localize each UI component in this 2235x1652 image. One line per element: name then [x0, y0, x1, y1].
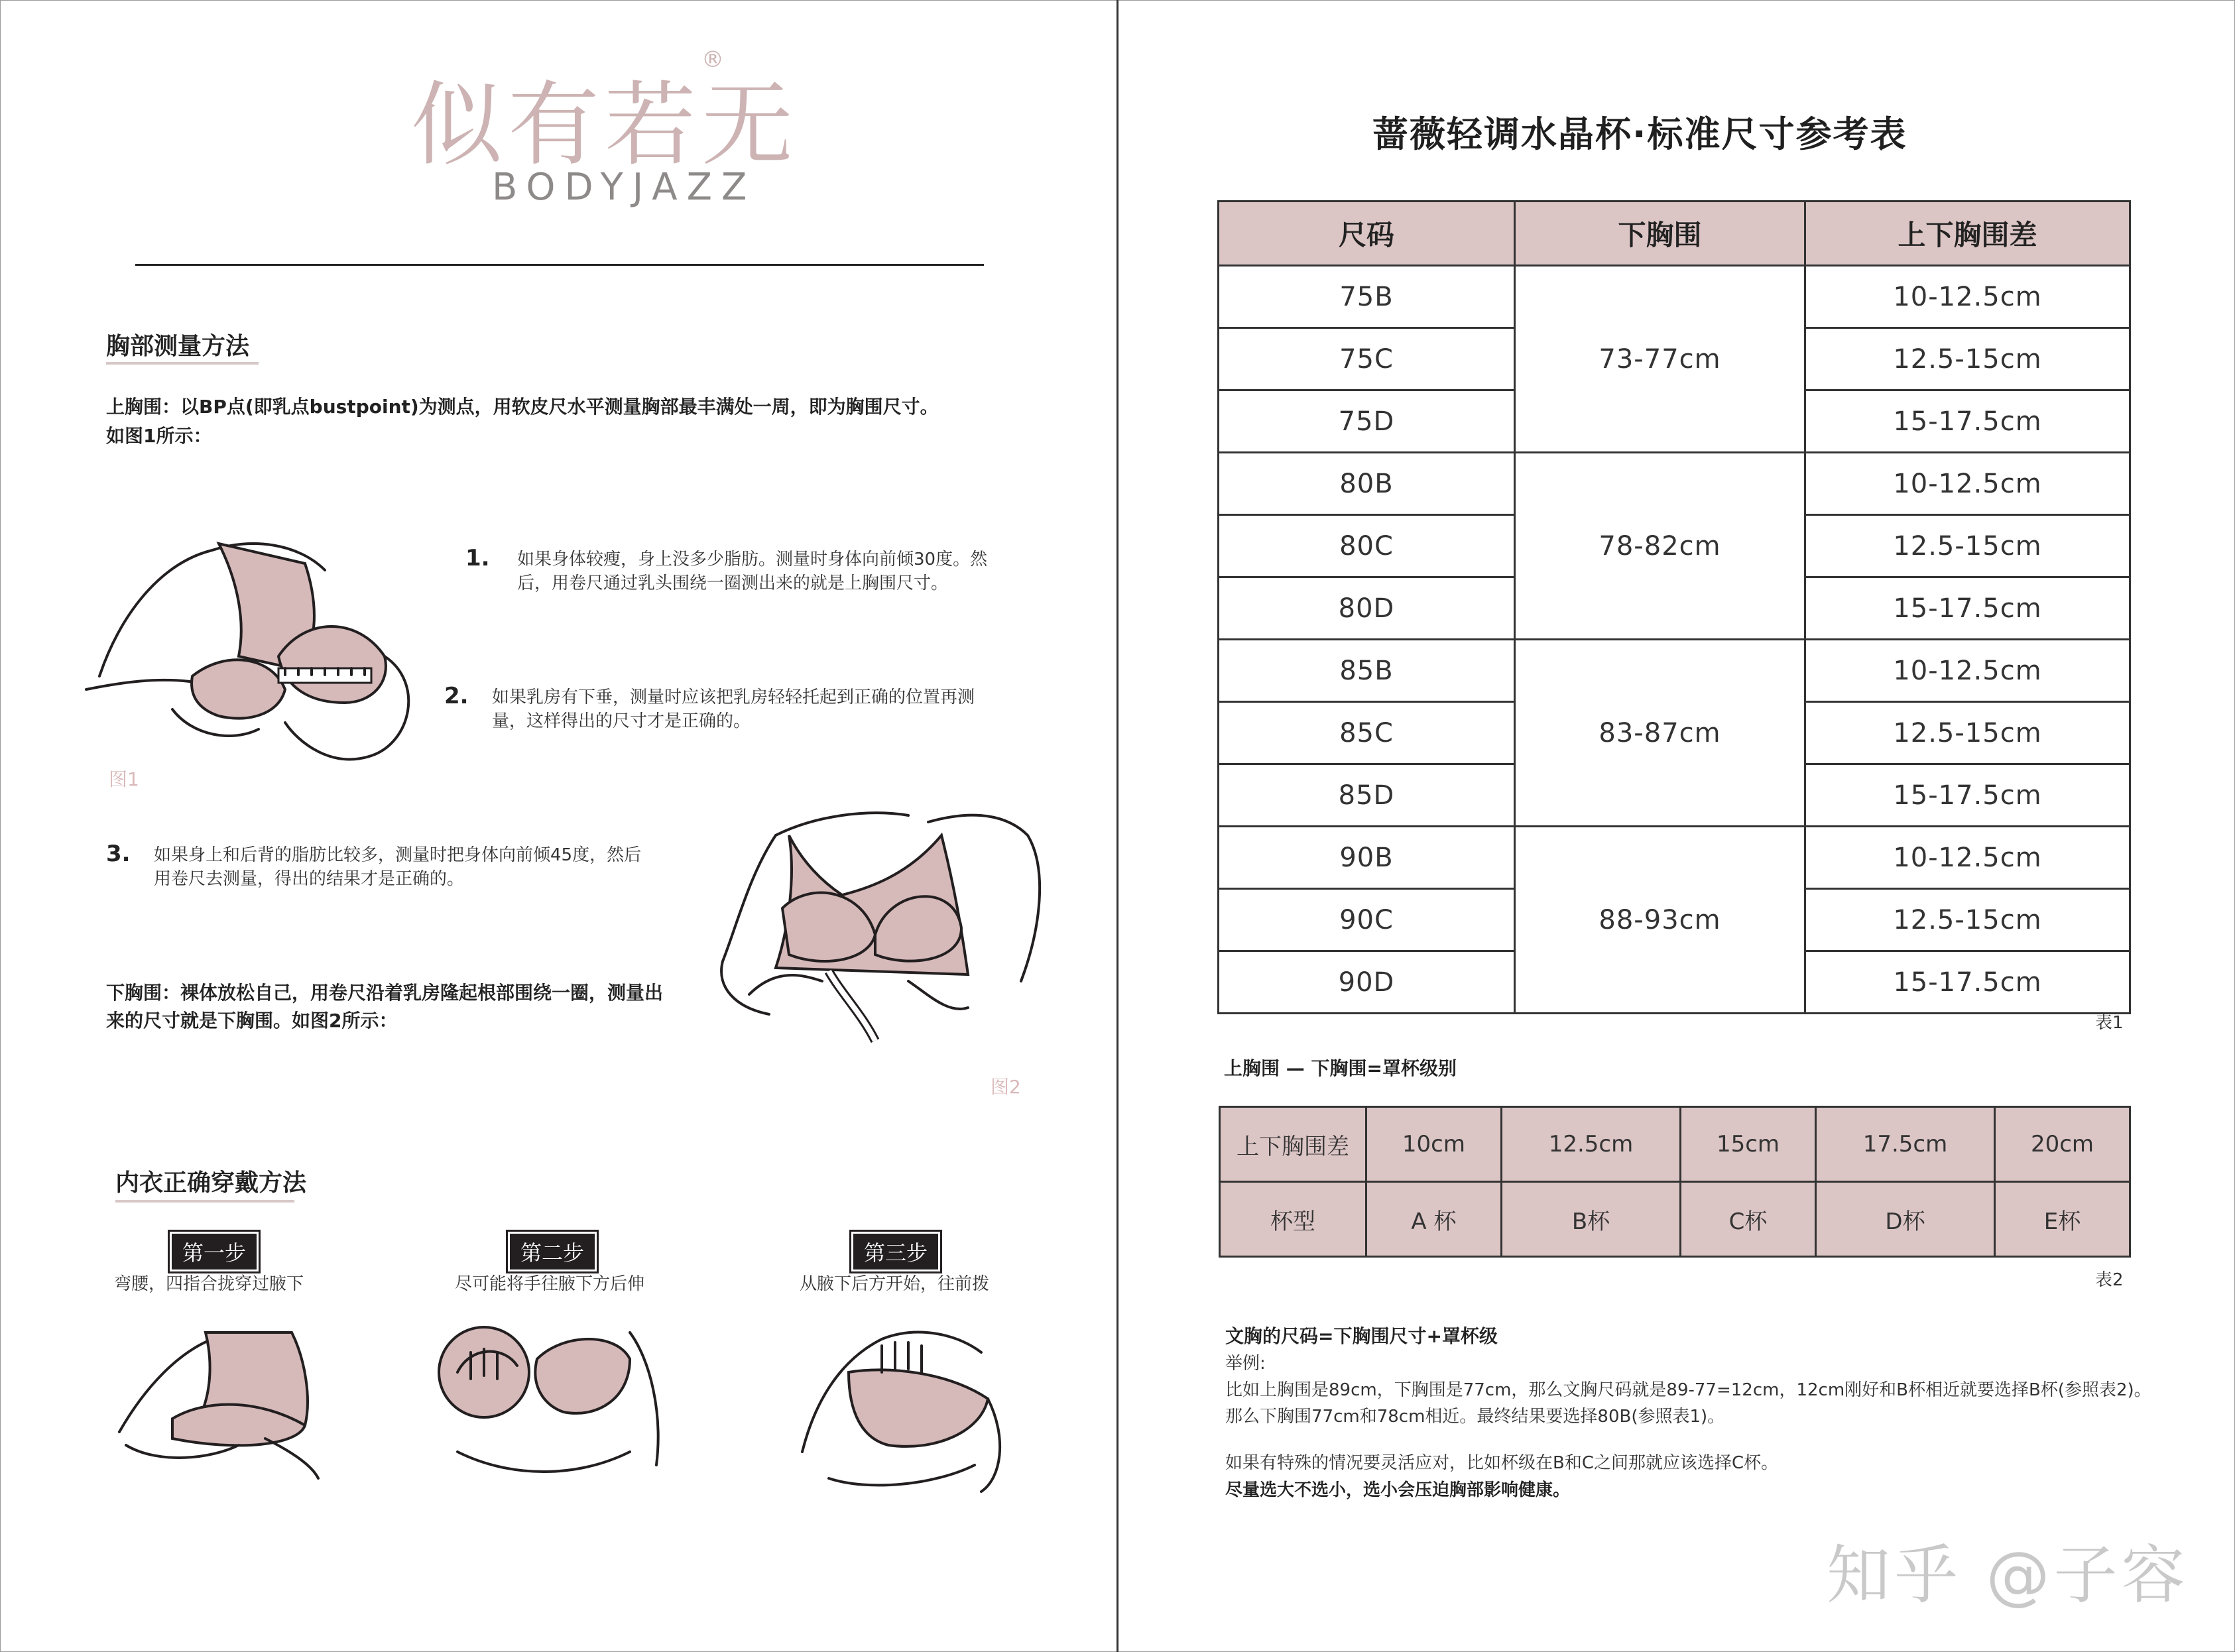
under-bust-cell: 83-87cm — [1515, 640, 1805, 827]
difference-value: 10cm — [1366, 1107, 1502, 1182]
cup-type-table — [1219, 1106, 2131, 1258]
measure-section-title: 胸部测量方法 — [106, 333, 250, 360]
special-case-note: 如果有特殊的情况要灵活应对，比如杯级在B和C之间那就应该选择C杯。 — [1225, 1453, 1779, 1473]
cup-value: B杯 — [1501, 1182, 1680, 1257]
size-cell: 80C — [1219, 515, 1515, 577]
step1-badge: 第一步 — [170, 1232, 259, 1271]
measure-title-underline — [106, 362, 259, 365]
difference-cell: 15-17.5cm — [1805, 390, 2130, 453]
figure2-illustration — [709, 796, 1054, 1061]
header-size: 尺码 — [1219, 202, 1515, 266]
tip1-line2: 后，用卷尺通过乳头围绕一圈测出来的就是上胸围尺寸。 — [517, 573, 949, 593]
registered-mark: ® — [701, 46, 724, 73]
difference-cell: 15-17.5cm — [1805, 577, 2130, 640]
cup-value: C杯 — [1681, 1182, 1816, 1257]
tip2-number: 2. — [444, 683, 469, 709]
step3-badge: 第三步 — [851, 1232, 940, 1271]
size-cell: 75D — [1219, 390, 1515, 453]
difference-cell: 10-12.5cm — [1805, 640, 2130, 702]
header-rule — [135, 264, 984, 266]
difference-value: 12.5cm — [1501, 1107, 1680, 1182]
row-label-difference: 上下胸围差 — [1220, 1107, 1366, 1182]
size-cell: 75B — [1219, 266, 1515, 328]
difference-cell: 12.5-15cm — [1805, 889, 2130, 951]
difference-cell: 12.5-15cm — [1805, 328, 2130, 390]
tip3-line1: 如果身上和后背的脂肪比较多，测量时把身体向前倾45度，然后 — [154, 845, 642, 865]
table-row — [1219, 266, 2130, 328]
brand-logo-chinese: 似有若无 — [411, 72, 799, 178]
size-formula-heading: 文胸的尺码=下胸围尺寸+罩杯级 — [1225, 1325, 1498, 1347]
size-chart-title: 蔷薇轻调水晶杯·标准尺寸参考表 — [1372, 113, 1907, 155]
table-row — [1219, 453, 2130, 515]
upper-bust-definition: 上胸围：以BP点(即乳点bustpoint)为测点，用软皮尺水平测量胸部最丰满处一周，即为胸围尺寸。 — [106, 396, 939, 418]
size-cell: 80B — [1219, 453, 1515, 515]
spacer — [1225, 1430, 2153, 1450]
size-cell: 85C — [1219, 702, 1515, 764]
under-bust-cell: 73-77cm — [1515, 266, 1805, 453]
page-fold-divider — [1117, 0, 1118, 1652]
tip3-number: 3. — [106, 841, 131, 867]
size-cell: 80D — [1219, 577, 1515, 640]
cup-value: A 杯 — [1366, 1182, 1502, 1257]
table-row — [1219, 640, 2130, 702]
difference-cell: 10-12.5cm — [1805, 827, 2130, 889]
header-bust-difference: 上下胸围差 — [1805, 202, 2130, 266]
example-line2: 那么下胸围77cm和78cm相近。最终结果要选择80B(参照表1)。 — [1225, 1407, 1725, 1427]
figure1-illustration — [80, 524, 424, 776]
size-reference-table — [1217, 200, 2131, 1014]
size-cell: 85D — [1219, 764, 1515, 827]
upper-bust-fig-ref: 如图1所示： — [106, 425, 212, 447]
header-under-bust: 下胸围 — [1515, 202, 1805, 266]
difference-value: 17.5cm — [1815, 1107, 1994, 1182]
size-cell: 75C — [1219, 328, 1515, 390]
size-cell: 90D — [1219, 951, 1515, 1014]
row-label-cup: 杯型 — [1220, 1182, 1366, 1257]
under-bust-definition: 下胸围：裸体放松自己，用卷尺沿着乳房隆起根部围绕一圈，测量出 — [106, 982, 664, 1004]
step2-text: 尽可能将手往腋下方后伸 — [455, 1274, 645, 1294]
difference-value: 20cm — [1995, 1107, 2130, 1182]
difference-cell: 12.5-15cm — [1805, 702, 2130, 764]
wearing-title-underline — [115, 1200, 294, 1203]
under-bust-cell: 88-93cm — [1515, 827, 1805, 1014]
example-line1: 比如上胸围是89cm，下胸围是77cm，那么文胸尺码就是89-77=12cm，12cm刚好和B杯相近就要选择B杯(参照表2)。 — [1225, 1380, 2151, 1400]
step3-illustration — [789, 1319, 1014, 1498]
brand-logo-english: BODYJAZZ — [492, 166, 756, 209]
size-advice: 尽量选大不选小，选小会压迫胸部影响健康。 — [1225, 1480, 1571, 1500]
tip1-line1: 如果身体较瘦，身上没多少脂肪。测量时身体向前倾30度。然 — [517, 550, 988, 569]
difference-cell: 15-17.5cm — [1805, 764, 2130, 827]
size-explanation — [1225, 1323, 2153, 1504]
watermark: 知乎 @子容 — [1827, 1538, 2189, 1612]
wearing-section-title: 内衣正确穿戴方法 — [115, 1169, 307, 1197]
step3-text: 从腋下后方开始，往前拨 — [800, 1274, 990, 1294]
step1-illustration — [106, 1313, 332, 1485]
size-cell: 90C — [1219, 889, 1515, 951]
size-cell: 85B — [1219, 640, 1515, 702]
under-bust-cell: 78-82cm — [1515, 453, 1805, 640]
step2-badge: 第二步 — [508, 1232, 597, 1271]
difference-cell: 15-17.5cm — [1805, 951, 2130, 1014]
difference-cell: 10-12.5cm — [1805, 266, 2130, 328]
example-label: 举例: — [1225, 1354, 1266, 1374]
table-row — [1219, 827, 2130, 889]
figure1-label: 图1 — [109, 768, 139, 790]
table-row — [1220, 1107, 2130, 1182]
difference-cell: 12.5-15cm — [1805, 515, 2130, 577]
under-bust-fig-ref: 来的尺寸就是下胸围。如图2所示： — [106, 1010, 398, 1032]
cup-value: D杯 — [1815, 1182, 1994, 1257]
tip2-line1: 如果乳房有下垂，测量时应该把乳房轻轻托起到正确的位置再测 — [492, 687, 975, 707]
tip2-line2: 量，这样得出的尺寸才是正确的。 — [492, 711, 751, 731]
table2-caption: 表2 — [2095, 1270, 2124, 1290]
tip1-number: 1. — [465, 545, 490, 571]
size-cell: 90B — [1219, 827, 1515, 889]
table1-caption: 表1 — [2095, 1013, 2124, 1033]
table-row — [1220, 1182, 2130, 1257]
difference-value: 15cm — [1681, 1107, 1816, 1182]
cup-value: E杯 — [1995, 1182, 2130, 1257]
step1-text: 弯腰，四指合拢穿过腋下 — [114, 1274, 304, 1294]
table1-header-row — [1219, 202, 2130, 266]
step2-illustration — [431, 1319, 670, 1485]
figure2-label: 图2 — [991, 1076, 1021, 1098]
cup-level-formula: 上胸围 — 下胸围=罩杯级别 — [1224, 1057, 1457, 1079]
difference-cell: 10-12.5cm — [1805, 453, 2130, 515]
tip3-line2: 用卷尺去测量，得出的结果才是正确的。 — [154, 869, 465, 889]
